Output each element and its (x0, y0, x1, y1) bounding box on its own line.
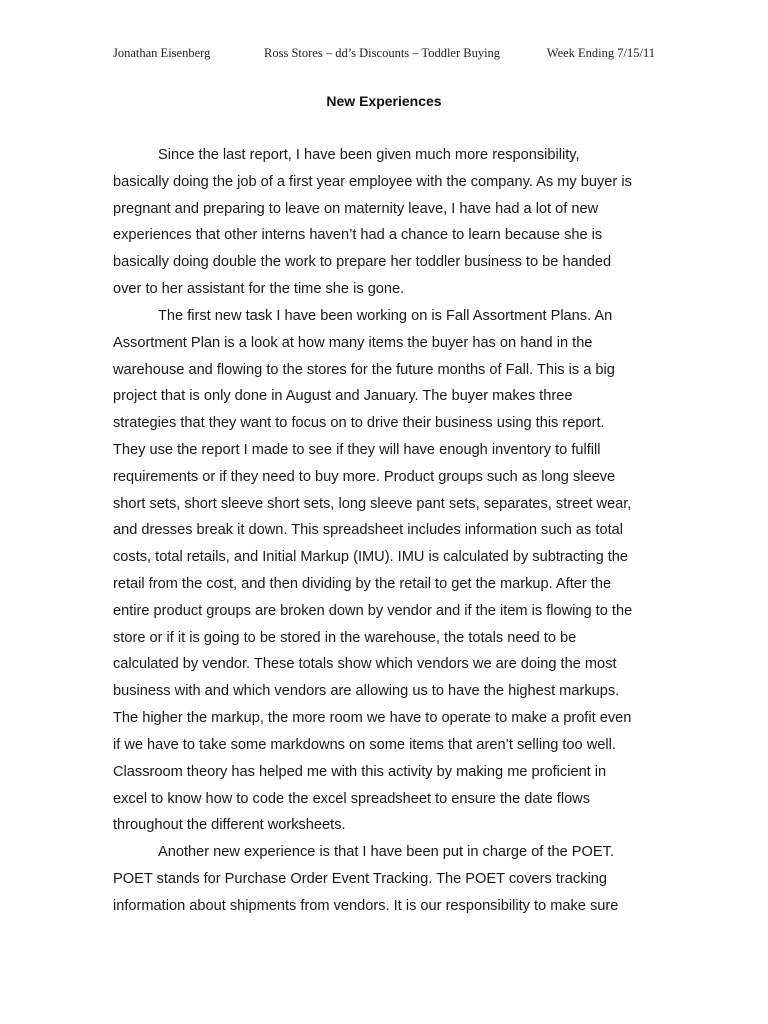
paragraph-line: costs, total retails, and Initial Markup (IMU). IMU is calculated by subtracting the (113, 549, 629, 566)
document-title: New Experiences (326, 93, 442, 109)
paragraph-line: store or if it is going to be stored in the warehouse, the totals need to be (113, 629, 577, 646)
paragraph-line: Assortment Plan is a look at how many items the buyer has on hand in the (113, 334, 593, 351)
header-author: Jonathan Eisenberg (113, 46, 211, 60)
paragraph-line: experiences that other interns haven’t had a chance to learn because she is (113, 227, 603, 244)
paragraph-line: if we have to take some markdowns on some items that aren’t selling too well. (113, 736, 616, 753)
paragraph-line: The higher the markup, the more room we have to operate to make a profit even (113, 710, 632, 727)
paragraph-line: throughout the different worksheets. (113, 817, 346, 834)
paragraph-line: information about shipments from vendors. It is our responsibility to make sure (113, 897, 619, 914)
paragraph-line: POET stands for Purchase Order Event Tracking. The POET covers tracking (113, 870, 607, 887)
paragraph-line: Since the last report, I have been given much more responsibility, (158, 147, 580, 163)
header-week: Week Ending 7/15/11 (546, 46, 655, 60)
paragraph-line: project that is only done in August and January. The buyer makes three (113, 388, 573, 405)
paragraph-line: excel to know how to code the excel spreadsheet to ensure the date flows (113, 790, 591, 807)
page-header (113, 46, 655, 64)
paragraph-line: requirements or if they need to buy more. Product groups such as long sleeve (113, 468, 616, 485)
paragraph-line: over to her assistant for the time she is gone. (113, 281, 405, 298)
paragraph-line: entire product groups are broken down by vendor and if the item is flowing to the (113, 602, 633, 619)
paragraph-line: warehouse and flowing to the stores for the future months of Fall. This is a big (113, 361, 615, 378)
paragraph-line: strategies that they want to focus on to drive their business using this report. (113, 415, 605, 432)
paragraph-line: retail from the cost, and then dividing by the retail to get the markup. After the (113, 576, 612, 592)
paragraph-line: and dresses break it down. This spreadsheet includes information such as total (113, 522, 623, 539)
paragraph-line: calculated by vendor. These totals show which vendors we are doing the most (113, 656, 617, 673)
paragraph-line: Another new experience is that I have been put in charge of the POET. (158, 844, 614, 861)
paragraph-line: basically doing double the work to prepare her toddler business to be handed (113, 254, 612, 271)
paragraph-line: business with and which vendors are allowing us to have the highest markups. (113, 683, 620, 700)
paragraph-line: Classroom theory has helped me with this activity by making me proficient in (113, 763, 607, 780)
paragraph-line: basically doing the job of a first year employee with the company. As my buyer is (113, 173, 632, 190)
paragraph-line: The first new task I have been working on is Fall Assortment Plans. An (158, 307, 613, 324)
paragraph-line: They use the report I made to see if they will have enough inventory to fulfill (113, 441, 601, 458)
header-company: Ross Stores – dd’s Discounts – Toddler Buying (264, 46, 501, 60)
paragraph-line: pregnant and preparing to leave on maternity leave, I have had a lot of new (113, 200, 599, 217)
document-body (113, 142, 661, 920)
paragraph-line: short sets, short sleeve short sets, long sleeve pant sets, separates, street wear, (113, 495, 632, 512)
